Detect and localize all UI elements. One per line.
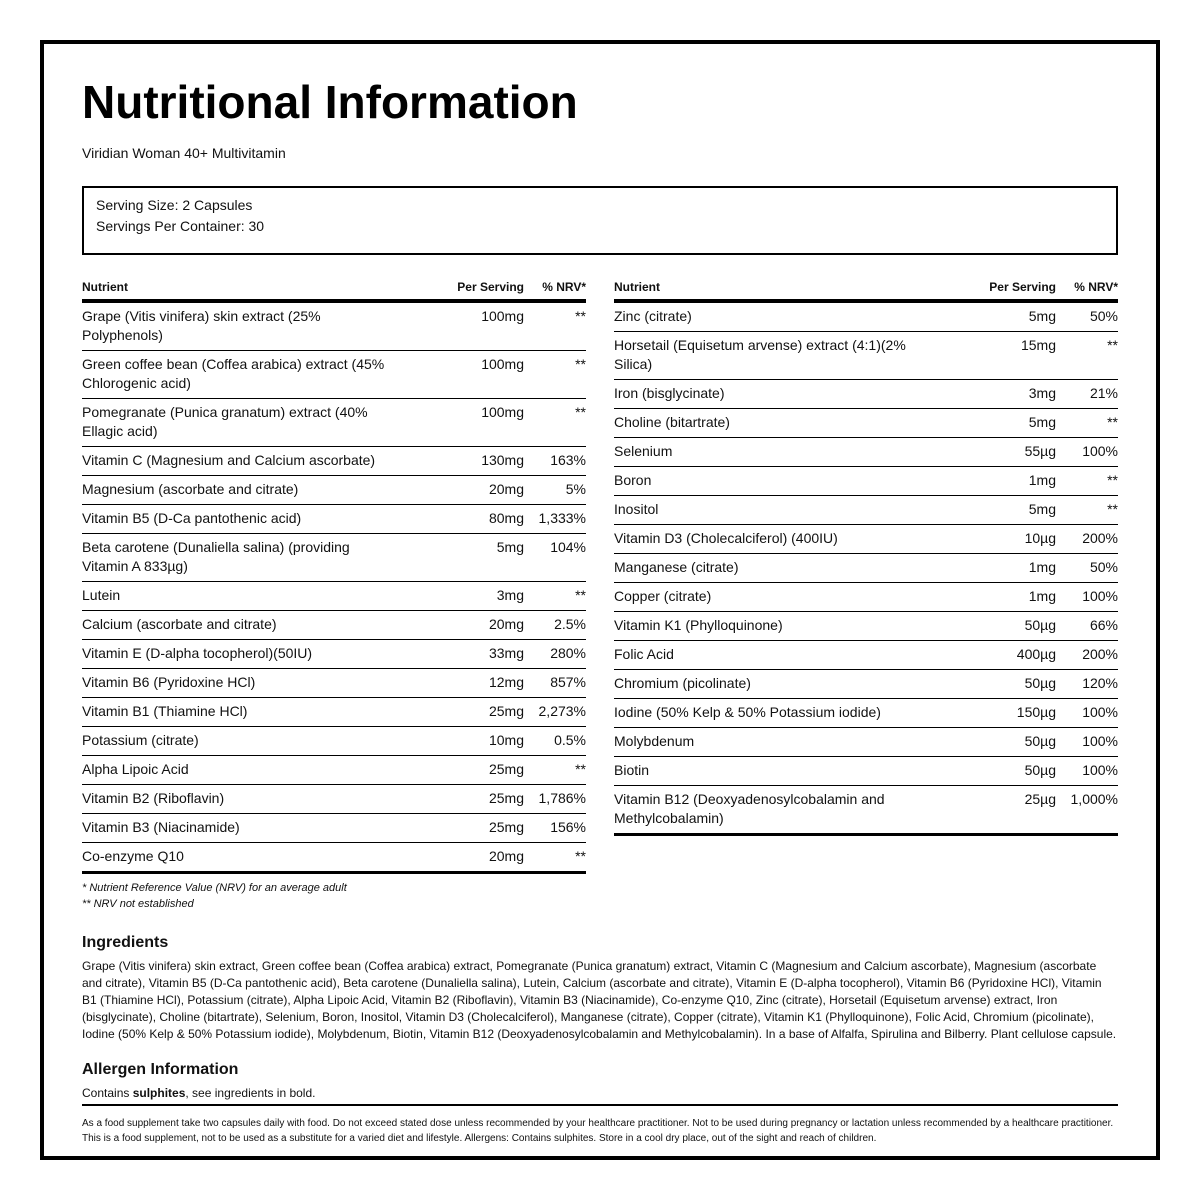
- per-serving-value: 50µg: [1024, 733, 1056, 749]
- nrv-value: 200%: [1082, 646, 1118, 662]
- table-row: [82, 785, 586, 814]
- nutrient-name: Inositol: [614, 501, 659, 517]
- nutrient-name: Co-enzyme Q10: [82, 848, 184, 864]
- per-serving-value: 80mg: [488, 510, 524, 526]
- table-body-right: [614, 303, 1118, 836]
- per-serving-value: 3mg: [496, 587, 524, 603]
- nutrient-name: Choline (bitartrate): [614, 414, 730, 430]
- nutrient-name: Folic Acid: [614, 646, 674, 662]
- nutrient-name: Vitamin B3 (Niacinamide): [82, 819, 240, 835]
- per-serving-value: 55µg: [1024, 443, 1056, 459]
- nrv-value: 1,000%: [1070, 791, 1118, 807]
- footer-disclaimer: As a food supplement take two capsules daily with food. Do not exceed stated dose unless recommended by your healthcare practitioner. Not to be used during pregnancy or lactation unless recommended by a healthcare practitioner. This is a food supplement, not to be used as a substitute for a varied diet and lifestyle. Allergens: Contains sulphites. Store in a cool dry place, out of the sight and reach of children.: [82, 1104, 1118, 1146]
- nutrient-name: Iron (bisglycinate): [614, 385, 725, 401]
- label-content: [82, 72, 1118, 1144]
- per-serving-value: 150µg: [1016, 704, 1056, 720]
- nutrient-name: Vitamin B12 (Deoxyadenosylcobalamin and Methylcobalamin): [614, 791, 885, 826]
- nutrient-name: Copper (citrate): [614, 588, 712, 604]
- nrv-value: 0.5%: [554, 732, 586, 748]
- label-frame: [40, 40, 1160, 1160]
- nutrient-name: Boron: [614, 472, 652, 488]
- table-row: [614, 641, 1118, 670]
- nutrient-name: Vitamin D3 (Cholecalciferol) (400IU): [614, 530, 838, 546]
- allergen-section: [82, 1059, 1118, 1102]
- header-nutrient: Nutrient: [614, 280, 660, 294]
- nrv-value: 2.5%: [554, 616, 586, 632]
- nrv-value: 1,786%: [538, 790, 586, 806]
- per-serving-value: 33mg: [488, 645, 524, 661]
- nrv-value: **: [1107, 501, 1118, 517]
- per-serving-value: 12mg: [488, 674, 524, 690]
- header-per-serving: Per Serving: [989, 280, 1056, 294]
- nutrient-table-left: [82, 275, 586, 874]
- nrv-value: **: [575, 404, 586, 420]
- nrv-value: 50%: [1089, 308, 1118, 324]
- nrv-value: 66%: [1089, 617, 1118, 633]
- table-row: [614, 612, 1118, 641]
- table-row: [82, 698, 586, 727]
- table-row: [614, 380, 1118, 409]
- nutrient-name: Grape (Vitis vinifera) skin extract (25% Polyphenols): [82, 308, 321, 343]
- nrv-value: **: [575, 587, 586, 603]
- nrv-value: 857%: [550, 674, 586, 690]
- per-serving-value: 25mg: [488, 761, 524, 777]
- per-serving-value: 1mg: [1028, 588, 1056, 604]
- table-row: [82, 505, 586, 534]
- nrv-value: 100%: [1082, 588, 1118, 604]
- table-row: [82, 756, 586, 785]
- nrv-value: 200%: [1082, 530, 1118, 546]
- per-serving-value: 20mg: [488, 616, 524, 632]
- allergen-prefix: Contains: [82, 1086, 133, 1100]
- table-row: [614, 332, 1118, 380]
- table-row: [614, 699, 1118, 728]
- table-row: [614, 438, 1118, 467]
- nutrient-name: Zinc (citrate): [614, 308, 692, 324]
- table-header: [614, 275, 1118, 303]
- serving-size: Serving Size: 2 Capsules: [96, 197, 253, 213]
- nutrient-name: Pomegranate (Punica granatum) extract (40% Ellagic acid): [82, 404, 368, 439]
- nutrient-name: Alpha Lipoic Acid: [82, 761, 189, 777]
- per-serving-value: 5mg: [1028, 501, 1056, 517]
- nrv-value: 5%: [565, 481, 586, 497]
- nutrient-tables: [82, 275, 1118, 874]
- note-not-established: ** NRV not established: [82, 898, 194, 910]
- nutrient-name: Iodine (50% Kelp & 50% Potassium iodide): [614, 704, 881, 720]
- nrv-value: 1,333%: [538, 510, 586, 526]
- table-row: [82, 399, 586, 447]
- allergen-bold: sulphites: [132, 1086, 186, 1100]
- table-row: [82, 669, 586, 698]
- nutrient-name: Calcium (ascorbate and citrate): [82, 616, 277, 632]
- nutrient-name: Vitamin C (Magnesium and Calcium ascorbate): [82, 452, 376, 468]
- nutrient-name: Vitamin B5 (D-Ca pantothenic acid): [82, 510, 302, 526]
- per-serving-value: 1mg: [1028, 559, 1056, 575]
- per-serving-value: 50µg: [1024, 762, 1056, 778]
- nrv-value: 156%: [550, 819, 586, 835]
- table-row: [82, 640, 586, 669]
- per-serving-value: 25µg: [1024, 791, 1056, 807]
- nutrient-name: Lutein: [82, 587, 121, 603]
- nrv-value: **: [575, 848, 586, 864]
- allergen-text: [82, 1085, 1118, 1102]
- nrv-value: 280%: [550, 645, 586, 661]
- per-serving-value: 3mg: [1028, 385, 1056, 401]
- table-row: [614, 757, 1118, 786]
- per-serving-value: 100mg: [481, 404, 524, 420]
- nrv-value: 104%: [550, 539, 586, 555]
- nutrient-name: Potassium (citrate): [82, 732, 199, 748]
- page-title: Nutritional Information: [82, 76, 578, 128]
- per-serving-value: 25mg: [488, 790, 524, 806]
- nutrient-name: Vitamin B6 (Pyridoxine HCl): [82, 674, 256, 690]
- per-serving-value: 20mg: [488, 481, 524, 497]
- header-per-serving: Per Serving: [457, 280, 524, 294]
- table-row: [614, 467, 1118, 496]
- table-header: [82, 275, 586, 303]
- per-serving-value: 5mg: [496, 539, 524, 555]
- nrv-value: 100%: [1082, 704, 1118, 720]
- table-row: [614, 786, 1118, 836]
- nrv-value: 100%: [1082, 762, 1118, 778]
- nrv-value: **: [575, 761, 586, 777]
- per-serving-value: 10mg: [488, 732, 524, 748]
- nrv-value: 50%: [1089, 559, 1118, 575]
- nutrient-name: Molybdenum: [614, 733, 695, 749]
- nrv-value: 163%: [550, 452, 586, 468]
- allergen-suffix: , see ingredients in bold.: [185, 1086, 316, 1100]
- table-row: [82, 351, 586, 399]
- per-serving-value: 130mg: [481, 452, 524, 468]
- table-row: [82, 727, 586, 756]
- table-row: [614, 583, 1118, 612]
- ingredients-heading: Ingredients: [82, 934, 169, 951]
- per-serving-value: 20mg: [488, 848, 524, 864]
- table-row: [82, 814, 586, 843]
- ingredients-section: [82, 932, 1118, 1043]
- table-row: [614, 670, 1118, 699]
- nutrient-name: Biotin: [614, 762, 650, 778]
- table-row: [82, 476, 586, 505]
- nutrient-name: Vitamin E (D-alpha tocopherol)(50IU): [82, 645, 313, 661]
- serving-box: [82, 186, 1118, 255]
- per-serving-value: 25mg: [488, 819, 524, 835]
- table-row: [82, 534, 586, 582]
- ingredients-text: Grape (Vitis vinifera) skin extract, Green coffee bean (Coffea arabica) extract, Pomegranate (Punica granatum) extract, Vitamin C (Magnesium and Calcium ascorbate), Magnesium (ascorbate and citrate), Vitamin B5 (D-Ca pantothenic acid), Beta carotene (Dunaliella salina), Lutein, Calcium (ascorbate and citrate), Vitamin E (D-alpha tocopherol), Vitamin B6 (Pyridoxine HCl), Vitamin B1 (Thiamine HCl), Potassium (citrate), Alpha Lipoic Acid, Vitamin B2 (Riboflavin), Vitamin B3 (Niacinamide), Co-enzyme Q10, Zinc (citrate), Horsetail (Equisetum arvense) extract, Iron (bisglycinate), Choline (bitartrate), Selenium, Boron, Inositol, Vitamin D3 (Cholecalciferol), Manganese (citrate), Copper (citrate), Vitamin K1 (Phylloquinone), Folic Acid, Chromium (picolinate), Iodine (50% Kelp & 50% Potassium iodide), Molybdenum, Biotin, Vitamin B12 (Deoxyadenosylcobalamin and Methylcobalamin). In a base of Alfalfa, Spirulina and Bilberry. Plant cellulose capsule.: [82, 959, 1117, 1041]
- nutrient-name: Green coffee bean (Coffea arabica) extract (45% Chlorogenic acid): [82, 356, 385, 391]
- nrv-value: 120%: [1082, 675, 1118, 691]
- header-nutrient: Nutrient: [82, 280, 128, 294]
- table-row: [82, 582, 586, 611]
- per-serving-value: 100mg: [481, 356, 524, 372]
- table-row: [614, 728, 1118, 757]
- nutrient-name: Vitamin B1 (Thiamine HCl): [82, 703, 248, 719]
- table-body-left: [82, 303, 586, 874]
- nutrient-name: Magnesium (ascorbate and citrate): [82, 481, 299, 497]
- nrv-value: **: [1107, 414, 1118, 430]
- nutrient-name: Vitamin K1 (Phylloquinone): [614, 617, 783, 633]
- per-serving-value: 50µg: [1024, 675, 1056, 691]
- table-row: [82, 611, 586, 640]
- nrv-value: **: [575, 308, 586, 324]
- per-serving-value: 15mg: [1020, 337, 1056, 353]
- table-row: [614, 554, 1118, 583]
- nutrient-name: Vitamin B2 (Riboflavin): [82, 790, 225, 806]
- table-row: [82, 303, 586, 351]
- nutrient-name: Beta carotene (Dunaliella salina) (providing Vitamin A 833µg): [82, 539, 350, 574]
- nutrient-table-right: [614, 275, 1118, 874]
- nutrient-name: Selenium: [614, 443, 673, 459]
- header-nrv: % NRV*: [1074, 280, 1118, 294]
- per-serving-value: 5mg: [1028, 414, 1056, 430]
- nutrient-name: Manganese (citrate): [614, 559, 739, 575]
- nrv-value: 2,273%: [538, 703, 586, 719]
- per-serving-value: 1mg: [1028, 472, 1056, 488]
- product-name: Viridian Woman 40+ Multivitamin: [82, 145, 286, 161]
- nrv-value: **: [1107, 337, 1118, 353]
- table-row: [614, 525, 1118, 554]
- per-serving-value: 100mg: [481, 308, 524, 324]
- per-serving-value: 10µg: [1024, 530, 1056, 546]
- nutrient-name: Horsetail (Equisetum arvense) extract (4:1)(2% Silica): [614, 337, 906, 372]
- per-serving-value: 25mg: [488, 703, 524, 719]
- per-serving-value: 400µg: [1016, 646, 1056, 662]
- per-serving-value: 5mg: [1028, 308, 1056, 324]
- nutrient-name: Chromium (picolinate): [614, 675, 751, 691]
- nrv-value: **: [575, 356, 586, 372]
- table-notes: [82, 880, 1118, 912]
- note-nrv: * Nutrient Reference Value (NRV) for an average adult: [82, 882, 347, 894]
- table-row: [82, 447, 586, 476]
- table-row: [614, 496, 1118, 525]
- nrv-value: 100%: [1082, 443, 1118, 459]
- header-nrv: % NRV*: [542, 280, 586, 294]
- table-row: [614, 303, 1118, 332]
- servings-per-container: Servings Per Container: 30: [96, 218, 265, 234]
- nrv-value: 100%: [1082, 733, 1118, 749]
- nrv-value: 21%: [1089, 385, 1118, 401]
- table-row: [82, 843, 586, 874]
- per-serving-value: 50µg: [1024, 617, 1056, 633]
- nrv-value: **: [1107, 472, 1118, 488]
- allergen-heading: Allergen Information: [82, 1061, 239, 1078]
- table-row: [614, 409, 1118, 438]
